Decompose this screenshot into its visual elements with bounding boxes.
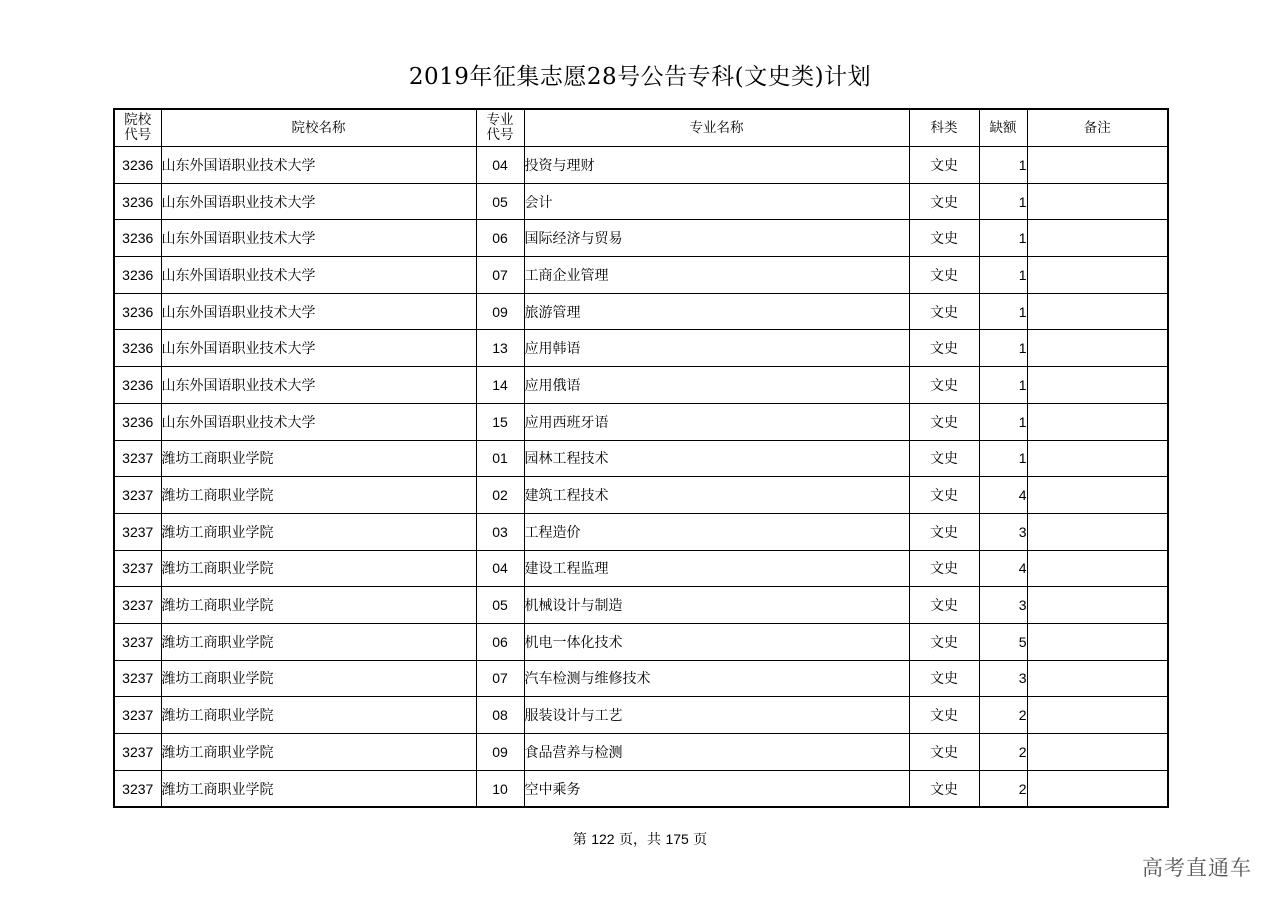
cell-school-code: 3237 (114, 477, 161, 514)
cell-major-name: 应用西班牙语 (524, 403, 909, 440)
cell-major-code: 09 (476, 734, 524, 771)
cell-remarks (1027, 330, 1168, 367)
cell-school-name: 潍坊工商职业学院 (161, 623, 476, 660)
cell-school-name: 潍坊工商职业学院 (161, 440, 476, 477)
cell-school-name: 山东外国语职业技术大学 (161, 183, 476, 220)
cell-major-name: 服装设计与工艺 (524, 697, 909, 734)
table-row (114, 660, 1168, 697)
cell-school-name: 潍坊工商职业学院 (161, 660, 476, 697)
cell-vacancy: 3 (979, 660, 1027, 697)
header-major-code-line2: 代号 (486, 127, 514, 143)
table-row (114, 403, 1168, 440)
cell-school-name: 山东外国语职业技术大学 (161, 147, 476, 184)
cell-major-code: 09 (476, 293, 524, 330)
cell-school-code: 3237 (114, 623, 161, 660)
table-row (114, 257, 1168, 294)
table-row (114, 734, 1168, 771)
header-school-name: 院校名称 (161, 109, 476, 147)
cell-remarks (1027, 550, 1168, 587)
table-row (114, 550, 1168, 587)
cell-school-code: 3237 (114, 660, 161, 697)
cell-remarks (1027, 513, 1168, 550)
cell-major-name: 园林工程技术 (524, 440, 909, 477)
cell-vacancy: 1 (979, 440, 1027, 477)
cell-school-code: 3237 (114, 697, 161, 734)
table-row (114, 770, 1168, 807)
page-title: 2019年征集志愿28号公告专科(文史类)计划 (408, 64, 872, 90)
cell-vacancy: 5 (979, 623, 1027, 660)
cell-category: 文史 (909, 440, 979, 477)
cell-school-name: 潍坊工商职业学院 (161, 770, 476, 807)
cell-major-name: 机械设计与制造 (524, 587, 909, 624)
cell-major-code: 02 (476, 477, 524, 514)
cell-remarks (1027, 220, 1168, 257)
cell-vacancy: 3 (979, 587, 1027, 624)
cell-school-code: 3236 (114, 220, 161, 257)
cell-major-name: 食品营养与检测 (524, 734, 909, 771)
cell-category: 文史 (909, 147, 979, 184)
cell-school-name: 潍坊工商职业学院 (161, 587, 476, 624)
cell-school-code: 3236 (114, 330, 161, 367)
cell-school-code: 3236 (114, 367, 161, 404)
cell-major-name: 国际经济与贸易 (524, 220, 909, 257)
cell-vacancy: 2 (979, 770, 1027, 807)
cell-vacancy: 1 (979, 367, 1027, 404)
cell-vacancy: 2 (979, 734, 1027, 771)
cell-major-name: 应用俄语 (524, 367, 909, 404)
cell-vacancy: 1 (979, 183, 1027, 220)
header-category: 科类 (909, 109, 979, 147)
cell-major-name: 投资与理财 (524, 147, 909, 184)
table-row (114, 330, 1168, 367)
cell-remarks (1027, 623, 1168, 660)
cell-major-name: 空中乘务 (524, 770, 909, 807)
table-row (114, 147, 1168, 184)
cell-major-code: 13 (476, 330, 524, 367)
table-row (114, 293, 1168, 330)
cell-remarks (1027, 770, 1168, 807)
cell-category: 文史 (909, 770, 979, 807)
cell-school-code: 3237 (114, 513, 161, 550)
cell-remarks (1027, 367, 1168, 404)
cell-major-name: 建设工程监理 (524, 550, 909, 587)
header-major-name: 专业名称 (524, 109, 909, 147)
cell-school-name: 山东外国语职业技术大学 (161, 293, 476, 330)
cell-major-code: 07 (476, 660, 524, 697)
table-row (114, 623, 1168, 660)
table-row (114, 477, 1168, 514)
header-vacancy: 缺额 (979, 109, 1027, 147)
cell-school-code: 3237 (114, 734, 161, 771)
cell-remarks (1027, 660, 1168, 697)
cell-school-code: 3236 (114, 147, 161, 184)
watermark: 高考直通车 (1142, 856, 1252, 880)
cell-remarks (1027, 440, 1168, 477)
table-row (114, 367, 1168, 404)
header-school-code-line1: 院校 (124, 112, 152, 128)
cell-major-code: 06 (476, 220, 524, 257)
table-row (114, 440, 1168, 477)
table-row (114, 697, 1168, 734)
cell-vacancy: 1 (979, 257, 1027, 294)
cell-category: 文史 (909, 513, 979, 550)
cell-remarks (1027, 147, 1168, 184)
footer-prefix: 第 (572, 832, 587, 848)
cell-remarks (1027, 477, 1168, 514)
plan-table (113, 108, 1169, 808)
cell-category: 文史 (909, 367, 979, 404)
cell-major-code: 05 (476, 183, 524, 220)
cell-major-name: 机电一体化技术 (524, 623, 909, 660)
cell-category: 文史 (909, 183, 979, 220)
cell-vacancy: 4 (979, 550, 1027, 587)
cell-vacancy: 1 (979, 403, 1027, 440)
cell-major-code: 01 (476, 440, 524, 477)
header-major-code (476, 109, 524, 147)
cell-major-name: 应用韩语 (524, 330, 909, 367)
cell-major-code: 06 (476, 623, 524, 660)
cell-category: 文史 (909, 330, 979, 367)
cell-school-code: 3237 (114, 440, 161, 477)
cell-remarks (1027, 257, 1168, 294)
cell-major-code: 14 (476, 367, 524, 404)
cell-major-code: 08 (476, 697, 524, 734)
cell-vacancy: 1 (979, 293, 1027, 330)
cell-category: 文史 (909, 220, 979, 257)
cell-school-name: 山东外国语职业技术大学 (161, 330, 476, 367)
cell-category: 文史 (909, 623, 979, 660)
cell-category: 文史 (909, 697, 979, 734)
cell-remarks (1027, 293, 1168, 330)
cell-major-code: 07 (476, 257, 524, 294)
cell-category: 文史 (909, 403, 979, 440)
footer-middle: 页，共 (619, 832, 661, 848)
cell-school-code: 3236 (114, 183, 161, 220)
cell-major-name: 旅游管理 (524, 293, 909, 330)
header-remarks: 备注 (1027, 109, 1168, 147)
cell-category: 文史 (909, 550, 979, 587)
cell-school-name: 山东外国语职业技术大学 (161, 220, 476, 257)
cell-remarks (1027, 183, 1168, 220)
table-body (114, 147, 1168, 808)
cell-remarks (1027, 697, 1168, 734)
cell-category: 文史 (909, 587, 979, 624)
header-row (114, 109, 1168, 147)
cell-school-name: 潍坊工商职业学院 (161, 477, 476, 514)
cell-school-name: 潍坊工商职业学院 (161, 513, 476, 550)
cell-vacancy: 1 (979, 147, 1027, 184)
cell-vacancy: 3 (979, 513, 1027, 550)
cell-school-code: 3237 (114, 770, 161, 807)
cell-major-code: 03 (476, 513, 524, 550)
cell-vacancy: 4 (979, 477, 1027, 514)
cell-major-code: 04 (476, 147, 524, 184)
footer-page-number: 122 (591, 831, 615, 847)
table-row (114, 183, 1168, 220)
header-school-code (114, 109, 161, 147)
cell-remarks (1027, 587, 1168, 624)
header-major-code-line1: 专业 (486, 112, 514, 128)
cell-vacancy: 1 (979, 330, 1027, 367)
cell-category: 文史 (909, 257, 979, 294)
cell-category: 文史 (909, 293, 979, 330)
cell-major-name: 建筑工程技术 (524, 477, 909, 514)
cell-major-name: 工程造价 (524, 513, 909, 550)
page-footer (0, 829, 1280, 849)
cell-remarks (1027, 403, 1168, 440)
table-row (114, 220, 1168, 257)
table-row (114, 587, 1168, 624)
cell-major-code: 05 (476, 587, 524, 624)
cell-major-code: 04 (476, 550, 524, 587)
cell-major-name: 会计 (524, 183, 909, 220)
footer-suffix: 页 (693, 832, 708, 848)
cell-major-code: 10 (476, 770, 524, 807)
cell-remarks (1027, 734, 1168, 771)
cell-school-code: 3236 (114, 257, 161, 294)
cell-category: 文史 (909, 660, 979, 697)
cell-school-code: 3237 (114, 550, 161, 587)
header-school-code-line2: 代号 (124, 127, 152, 143)
cell-school-name: 山东外国语职业技术大学 (161, 367, 476, 404)
cell-school-code: 3236 (114, 293, 161, 330)
cell-school-name: 潍坊工商职业学院 (161, 734, 476, 771)
cell-school-name: 山东外国语职业技术大学 (161, 257, 476, 294)
cell-vacancy: 2 (979, 697, 1027, 734)
cell-school-name: 山东外国语职业技术大学 (161, 403, 476, 440)
cell-major-code: 15 (476, 403, 524, 440)
cell-category: 文史 (909, 477, 979, 514)
footer-total-pages: 175 (665, 831, 689, 847)
cell-category: 文史 (909, 734, 979, 771)
cell-major-name: 工商企业管理 (524, 257, 909, 294)
table-row (114, 513, 1168, 550)
cell-school-name: 潍坊工商职业学院 (161, 550, 476, 587)
cell-school-code: 3237 (114, 587, 161, 624)
cell-major-name: 汽车检测与维修技术 (524, 660, 909, 697)
cell-school-name: 潍坊工商职业学院 (161, 697, 476, 734)
cell-school-code: 3236 (114, 403, 161, 440)
cell-vacancy: 1 (979, 220, 1027, 257)
